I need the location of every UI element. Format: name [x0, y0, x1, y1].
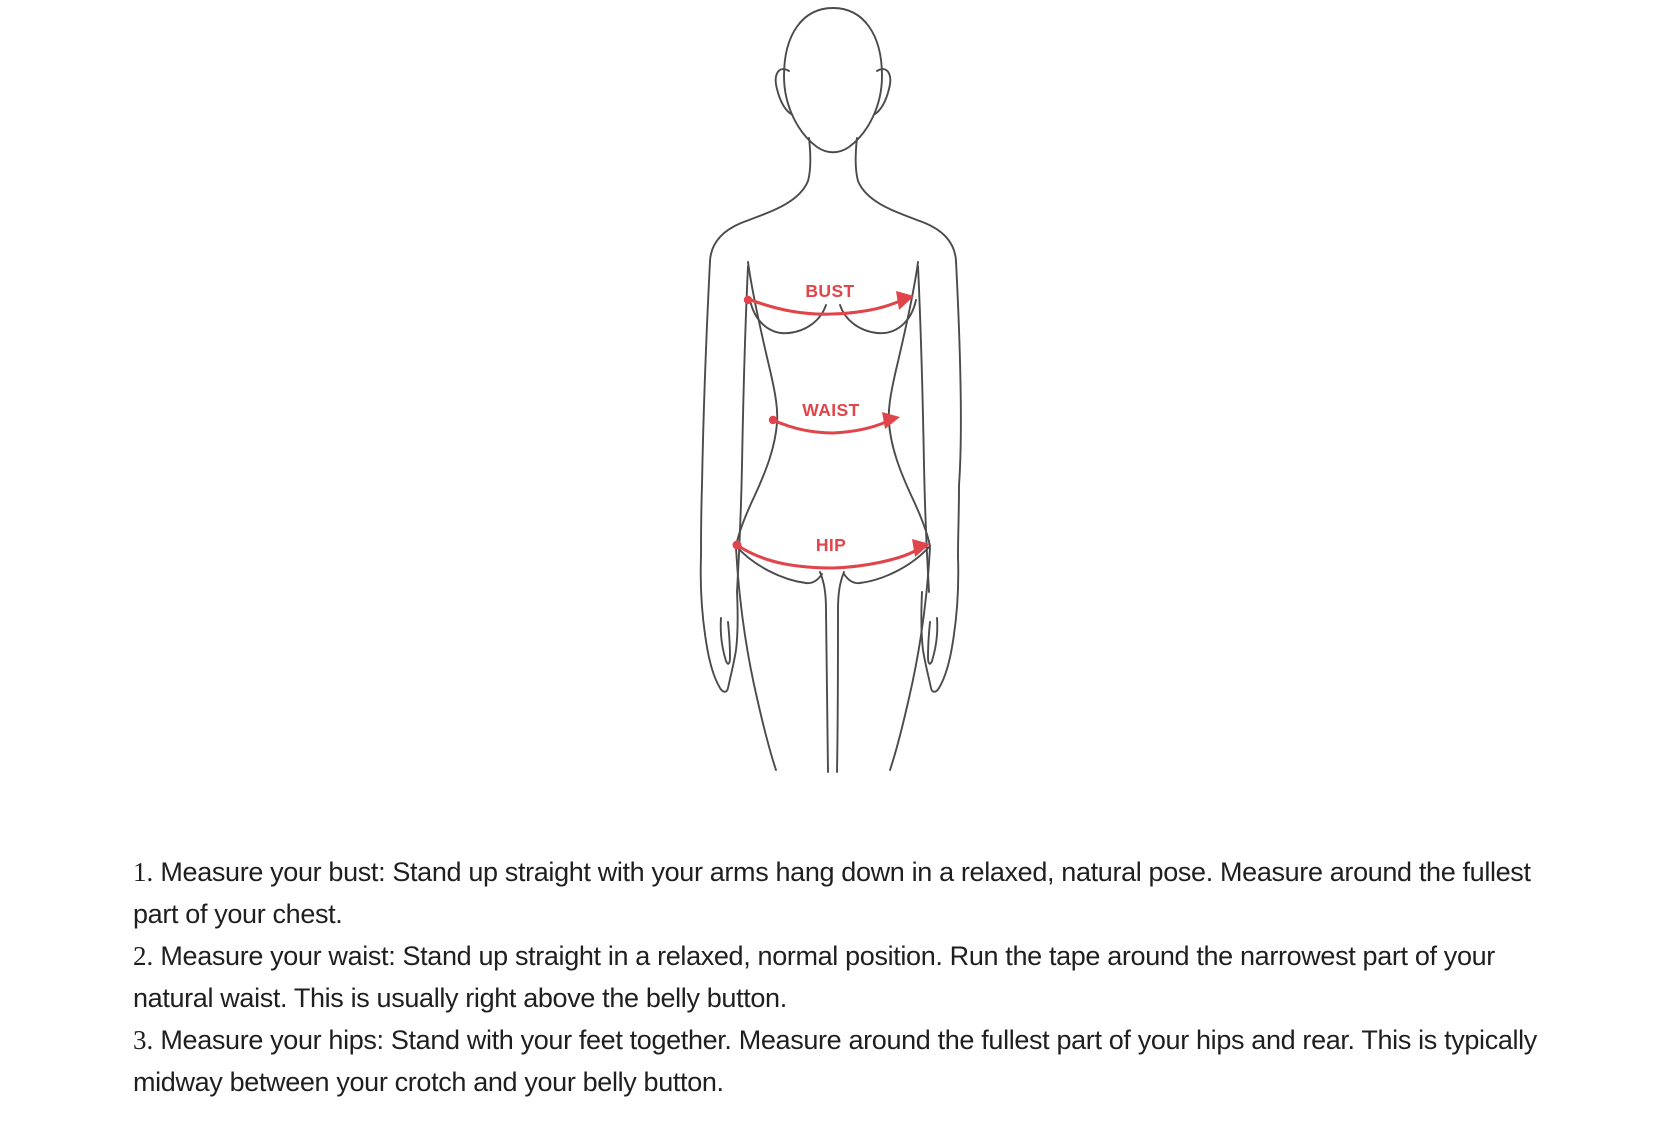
instruction-hips-text-line1: Measure your hips: Stand with your feet together. Measure around the fullest part of your hips and rear. This is typically [160, 1025, 1537, 1055]
left-inner-leg-line [820, 572, 828, 772]
left-arm-outer-line [701, 261, 710, 556]
instruction-bust-number: 1. [133, 857, 154, 887]
instruction-bust-text-line1: Measure your bust: Stand up straight with your arms hang down in a relaxed, natural pose. Measure around the fullest [160, 857, 1531, 887]
instruction-waist [133, 935, 1593, 1019]
waist-arrow-start-dot [769, 416, 777, 424]
left-neck-shoulder-line [710, 138, 810, 261]
waist-label: WAIST [802, 400, 860, 420]
waist-measure-arrow [773, 420, 886, 433]
right-hand-finger-slit [928, 618, 937, 664]
measurement-instructions [133, 851, 1593, 1103]
bust-measurement [744, 281, 914, 314]
instruction-hips [133, 1019, 1593, 1103]
head-outline [784, 8, 882, 152]
right-arm-outer-line [956, 261, 961, 556]
right-hand-outline [921, 556, 958, 692]
instruction-hips-number: 3. [133, 1025, 154, 1055]
instruction-waist-text-line1: Measure your waist: Stand up straight in a relaxed, normal position. Run the tape around the narrowest part of your [160, 941, 1495, 971]
right-neck-shoulder-line [856, 138, 956, 261]
waist-measurement [769, 400, 900, 433]
instruction-hips-text-line2: midway between your crotch and your belly button. [133, 1067, 724, 1097]
left-torso-side-line [736, 262, 777, 546]
instruction-waist-number: 2. [133, 941, 154, 971]
bust-arrow-start-dot [744, 296, 752, 304]
right-inner-leg-line [837, 572, 844, 772]
hip-measurement [733, 535, 931, 568]
left-outer-leg-line [736, 548, 776, 770]
left-hand-outline [701, 556, 738, 692]
instruction-bust-text-line2: part of your chest. [133, 899, 343, 929]
instruction-waist-text-line2: natural waist. This is usually right above the belly button. [133, 983, 787, 1013]
instruction-bust [133, 851, 1593, 935]
hip-arrow-start-dot [733, 541, 742, 550]
left-hand-finger-slit [721, 618, 730, 664]
body-measurement-diagram [674, 0, 994, 780]
waist-arrowhead [882, 412, 900, 429]
bust-label: BUST [805, 281, 855, 301]
female-body-outline [701, 8, 961, 772]
hip-label: HIP [815, 535, 847, 555]
